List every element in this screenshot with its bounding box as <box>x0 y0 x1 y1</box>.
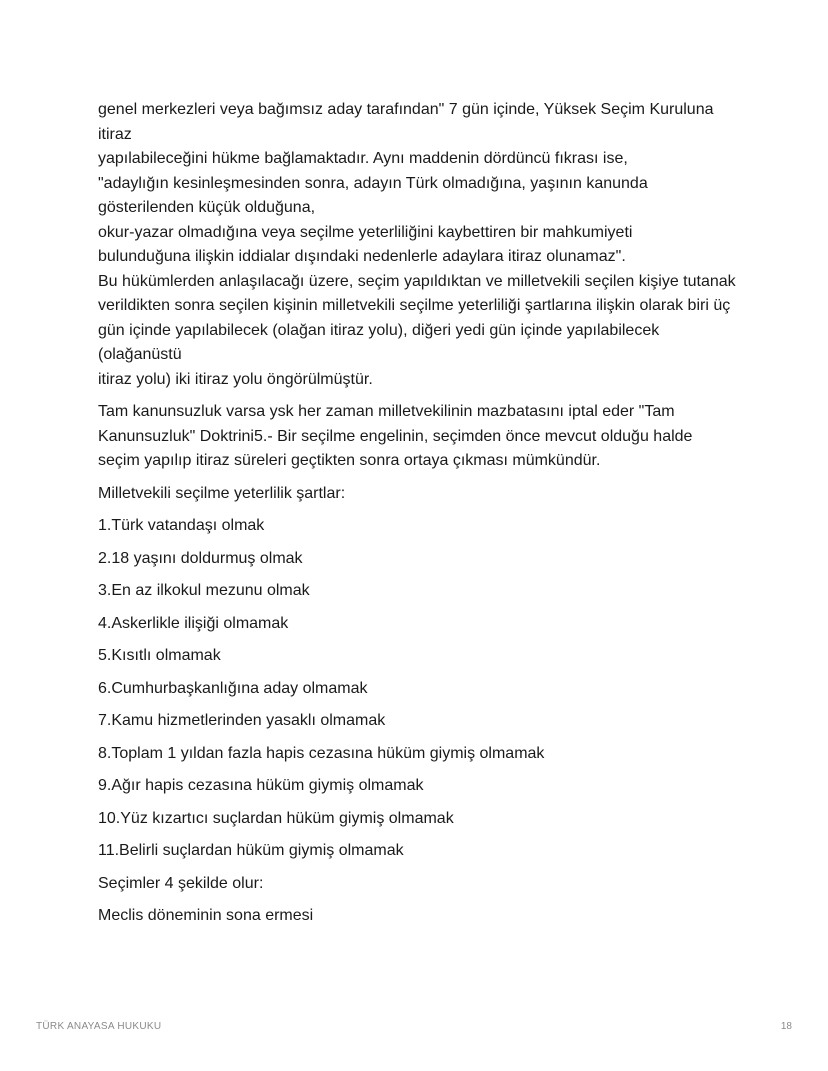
list-item: 8.Toplam 1 yıldan fazla hapis cezasına hüküm giymiş olmamak <box>98 744 545 762</box>
doctrine-paragraph: Tam kanunsuzluk varsa ysk her zaman milletvekilinin mazbatasını iptal eder "Tam Kanunsuzluk" Doktrini5.- Bir seçilme engelinin, seçimden önce mevcut olduğu halde seçim yapılıp itiraz süreleri geçtikten sonra ortaya çıkması mümkündür. <box>98 403 693 469</box>
elections-heading: Seçimler 4 şekilde olur: <box>98 874 264 892</box>
text-line: "adaylığın kesinleşmesinden sonra, adayın Türk olmadığına, yaşının kanunda gösterilenden küçük olduğuna, <box>98 174 648 216</box>
list-item: 6.Cumhurbaşkanlığına aday olmamak <box>98 679 368 697</box>
list-item: 3.En az ilkokul mezunu olmak <box>98 582 310 599</box>
requirements-heading: Milletvekili seçilme yeterlilik şartlar: <box>98 484 346 502</box>
list-item: 4.Askerlikle ilişiği olmamak <box>98 614 289 632</box>
text-line: verildikten sonra seçilen kişinin milletvekili seçilme yeterliliği şartlarına ilişkin olarak biri üç <box>98 297 731 314</box>
list-item: 9.Ağır hapis cezasına hüküm giymiş olmamak <box>98 777 424 794</box>
list-item: 11.Belirli suçlardan hüküm giymiş olmamak <box>98 842 404 859</box>
text-line: gün içinde yapılabilecek (olağan itiraz yolu), diğeri yedi gün içinde yapılabilecek (olağanüstü <box>98 321 660 363</box>
text-line: okur-yazar olmadığına veya seçilme yeterliliğini kaybettiren bir mahkumiyeti <box>98 223 633 241</box>
list-item: 1.Türk vatandaşı olmak <box>98 517 265 534</box>
page-number: 18 <box>780 1021 792 1032</box>
text-line: Bu hükümlerden anlaşılacağı üzere, seçim yapıldıktan ve milletvekili seçilen kişiye tutanak <box>98 272 736 290</box>
text-line: bulunduğuna ilişkin iddialar dışındaki nedenlerle adaylara itiraz olunamaz". <box>98 248 626 265</box>
document-body <box>98 98 738 937</box>
text-line: yapılabileceğini hükme bağlamaktadır. Aynı maddenin dördüncü fıkrası ise, <box>98 150 628 167</box>
objection-paragraph <box>98 98 738 392</box>
text-line: genel merkezleri veya bağımsız aday tarafından" 7 gün içinde, Yüksek Seçim Kuruluna itiraz <box>98 101 714 143</box>
footer-title: TÜRK ANAYASA HUKUKU <box>36 1021 162 1032</box>
list-item: 5.Kısıtlı olmamak <box>98 647 221 664</box>
list-item: 2.18 yaşını doldurmuş olmak <box>98 549 303 567</box>
list-item: 10.Yüz kızartıcı suçlardan hüküm giymiş olmamak <box>98 809 454 827</box>
elections-first-item: Meclis döneminin sona ermesi <box>98 907 314 924</box>
text-line: itiraz yolu) iki itiraz yolu öngörülmüştür. <box>98 370 373 388</box>
list-item: 7.Kamu hizmetlerinden yasaklı olmamak <box>98 712 386 729</box>
